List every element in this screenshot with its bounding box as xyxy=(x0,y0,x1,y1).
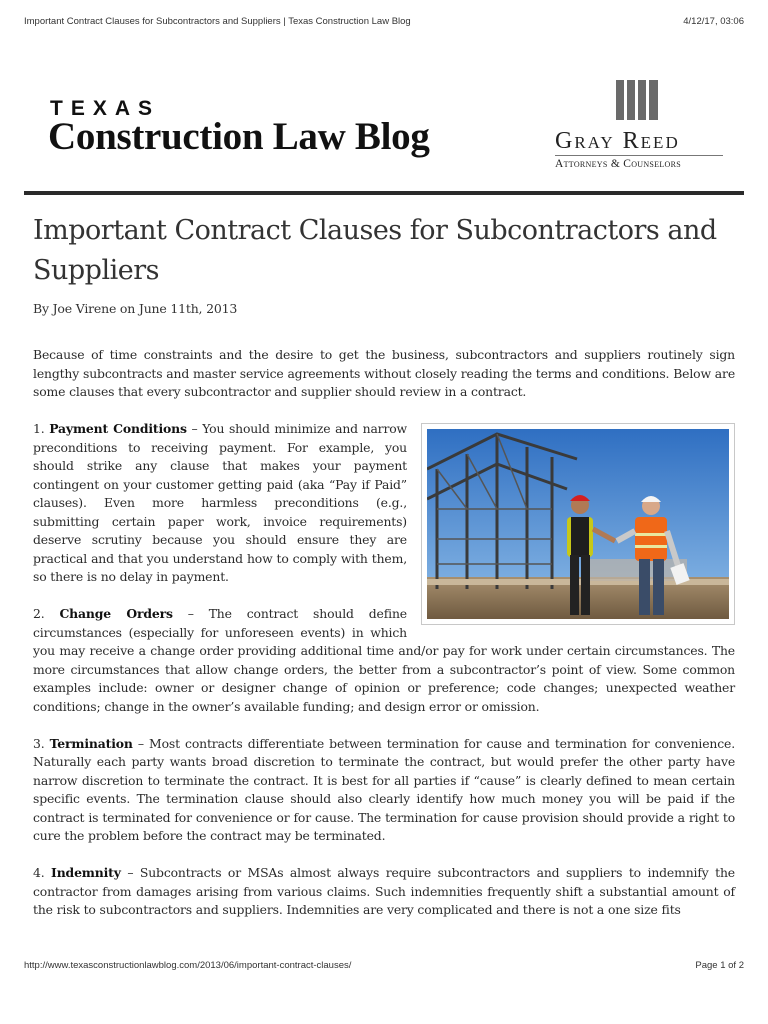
blog-brand-state: TEXAS xyxy=(50,97,161,120)
article-body xyxy=(33,346,735,938)
section-indemnity xyxy=(33,864,735,920)
article-byline: By Joe Virene on June 11th, 2013 xyxy=(33,301,238,316)
section-heading: Indemnity xyxy=(51,865,121,880)
print-timestamp: 4/12/17, 03:06 xyxy=(683,16,744,27)
article-title: Important Contract Clauses for Subcontractors and Suppliers xyxy=(33,215,717,286)
construction-handshake-image xyxy=(427,429,729,619)
logo-divider xyxy=(555,155,723,156)
section-body: – The contract should define circumstances (especially for unforeseen events) in which you may receive a change order providing additional time and/or pay for work under certain circumstances. The more circumstances that allow change orders, the better from a subcontractor’s point of view. Some common examples include: owner or designer change of opinion or preference; code changes; unexpected weather conditions; change in the owner’s available funding; and design error or omission. xyxy=(33,606,735,714)
gray-reed-logo[interactable] xyxy=(555,80,727,174)
print-page-title: Important Contract Clauses for Subcontractors and Suppliers | Texas Construction Law Blog xyxy=(24,16,411,27)
section-number: 2. xyxy=(33,606,45,621)
header-divider xyxy=(24,191,744,195)
article-intro: Because of time constraints and the desire to get the business, subcontractors and suppliers routinely sign lengthy subcontracts and master service agreements without closely reading the terms and conditions. Below are some clauses that every subcontractor and supplier should review in a contract. xyxy=(33,347,735,399)
section-termination xyxy=(33,735,735,846)
section-heading: Termination xyxy=(49,735,133,751)
section-body: – Most contracts differentiate between termination for cause and termination for convenience. Naturally each party wants broad discretion to terminate the contract, but would prefer the other party have narrow discretion to terminate the contract. It is best for all parties if “cause” is clearly defined to mean certain specific events. The termination clause should also clearly identify how much money you will be paid if the contract is terminated for convenience or for cause. The termination for cause provision should provide a right to cure the problem before the contract may be terminated. xyxy=(33,735,736,843)
blog-brand-name[interactable]: Construction Law Blog xyxy=(48,115,430,158)
article-photo xyxy=(421,423,735,625)
logo-tagline-text: Attorneys & Counselors xyxy=(555,158,682,170)
section-number: 4. xyxy=(33,865,45,880)
section-body: – You should minimize and narrow preconditions to receiving payment. For example, you should strike any clause that makes your payment contingent on your customer getting paid (aka “Pay if Paid” clauses). Even more harmless preconditions (e.g., submitting certain paper work, invoice requirements) deserve scrutiny because you should ensure they are practical and that you understand how to comply with them, so there is no delay in payment. xyxy=(33,421,407,584)
section-heading: Payment Conditions xyxy=(49,421,187,436)
section-heading: Change Orders xyxy=(59,606,173,621)
section-number: 1. xyxy=(33,421,45,436)
print-header xyxy=(24,16,744,32)
logo-tagline xyxy=(555,158,727,170)
logo-firm-name xyxy=(555,128,727,155)
logo-bars-icon xyxy=(616,80,662,120)
logo-firm-name-text: Gray Reed xyxy=(555,128,680,154)
print-footer xyxy=(24,960,744,976)
print-page-number: Page 1 of 2 xyxy=(695,960,744,971)
section-number: 3. xyxy=(33,735,45,751)
print-url-link[interactable]: http://www.texasconstructionlawblog.com/2013/06/important-contract-clauses/ xyxy=(24,960,352,971)
section-body: – Subcontracts or MSAs almost always require subcontractors and suppliers to indemnify the contractor from damages arising from various claims. Such indemnities frequently shift a substantial amount of the risk to subcontractors and suppliers. Indemnities are very complicated and there is not a one size fits xyxy=(33,865,735,917)
